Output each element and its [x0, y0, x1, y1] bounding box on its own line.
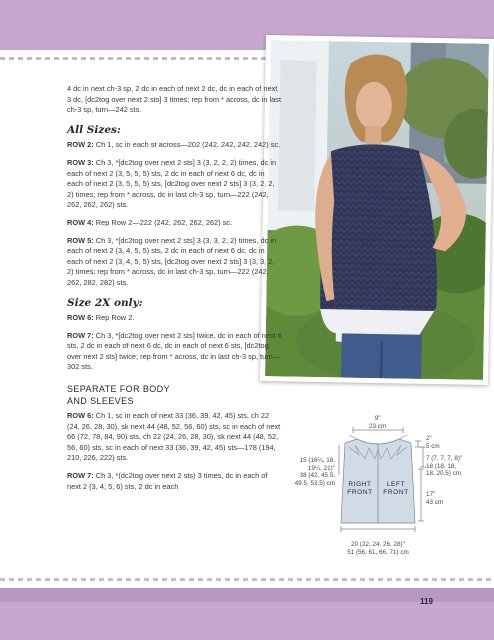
pattern-instructions [67, 84, 282, 499]
all-sizes-row-4: ROW 4: Rep Row 2—222 (242, 262, 262, 262) sc. [67, 217, 233, 227]
right-front-label: RIGHT FRONT [347, 481, 373, 496]
armhole-dim: 7 (7, 7, 7, 8)" 18 (18, 18, 18, 20.5) cm [426, 455, 463, 478]
size-2x-row-6: ROW 6: Rep Row 2. [67, 313, 135, 323]
separate-row-7: ROW 7: Ch 3, *(dc2tog over next 2 sts) 3 times, dc in each of next 2 (3, 4, 5, 6) sts, 2 dc in each [67, 471, 268, 491]
page-number: 119 [420, 597, 433, 606]
all-sizes-heading: All Sizes: [67, 123, 121, 136]
garment-schematic [285, 415, 490, 565]
bottom-dashed-rule [0, 578, 494, 581]
model-photo [260, 35, 494, 385]
separate-row-6: ROW 6: Ch 1, sc in each of next 33 (36, 39, 42, 45) sts, ch 22 (24, 26, 28, 30), sk next 44 (48, 52, 56, 60) sts, sc in each of next 66 (72, 78, 84, 90) sts, ch 22 (24, 26, 28, 30), sk next 44 (48, 52, 56, 60) sts, sc in each of next 33 (36, 39, 42, 45) sts—178 (194, 210, 226, 222) sts. [67, 411, 281, 463]
body-length-dim: 17" 43 cm [426, 491, 444, 506]
yoke-depth-dim: 2" 5 cm [426, 435, 440, 450]
neck-width-dim: 9" 23 cm [369, 415, 387, 430]
separate-heading: SEPARATE FOR BODY AND SLEEVES [67, 384, 170, 407]
size-2x-row-7: ROW 7: Ch 3, *[dc2tog over next 2 sts] twice, dc in each of next 6 sts, 2 dc in each of next 6 dc, dc in each of next 6 sts, [dc2tog over next 2 sts] twice; rep from * across, dc in last ch-3 sp, turn—302 sts. [67, 330, 282, 372]
bottom-band [0, 588, 494, 640]
intro-paragraph: 4 dc in next ch-3 sp, 2 dc in each of next 2 dc, dc in each of next 3 dc, [dc2tog over next 2 sts] 3 times; rep from * across, dc in last ch-3 sp, turn—242 sts. [67, 84, 282, 115]
all-sizes-row-2: ROW 2: Ch 1, sc in each st across—202 (242, 242, 242, 242) sc. [67, 140, 281, 150]
all-sizes-row-5: ROW 5: Ch 3, *[dc2tog over next 2 sts] 3 (3, 3, 2, 2) times, dc in each of next 2 (3, 4, 5, 5) sts, 2 dc in each of next 6 dc, dc in each of next 2 (3, 4, 5, 5) sts, [dc2tog over next 2 sts] 3 (3, 3, 2, 2) times; rep from * across, dc in last ch-3 sp, turn—222 (242, 262, 282, 282) sts. [67, 235, 277, 287]
left-front-label: LEFT FRONT [383, 481, 409, 496]
sleeve-width-dim: 15 (16¼, 18, 19¼, 21)" 38 (42, 45.5, 49.5, 53.5) cm [294, 457, 335, 487]
all-sizes-row-3: ROW 3: Ch 3, *[dc2tog over next 2 sts] 3 (3, 2, 2, 2) times, dc in each of next 2 (3, 5, 5, 5) sts, 2 dc in each of next 6 dc, dc in each of next 2 (3, 5, 5, 5) sts, [dc2tog over next 2 sts] 3 (3, 2, 2, 2) times; rep from * across, dc in last ch-3 sp, turn—222 (242, 262, 262, 262) sts. [67, 157, 277, 210]
hip-width-dim: 20 (22, 24, 26, 28)" 51 (56, 61, 66, 71) cm [347, 541, 409, 556]
size-2x-heading: Size 2X only: [67, 296, 143, 309]
